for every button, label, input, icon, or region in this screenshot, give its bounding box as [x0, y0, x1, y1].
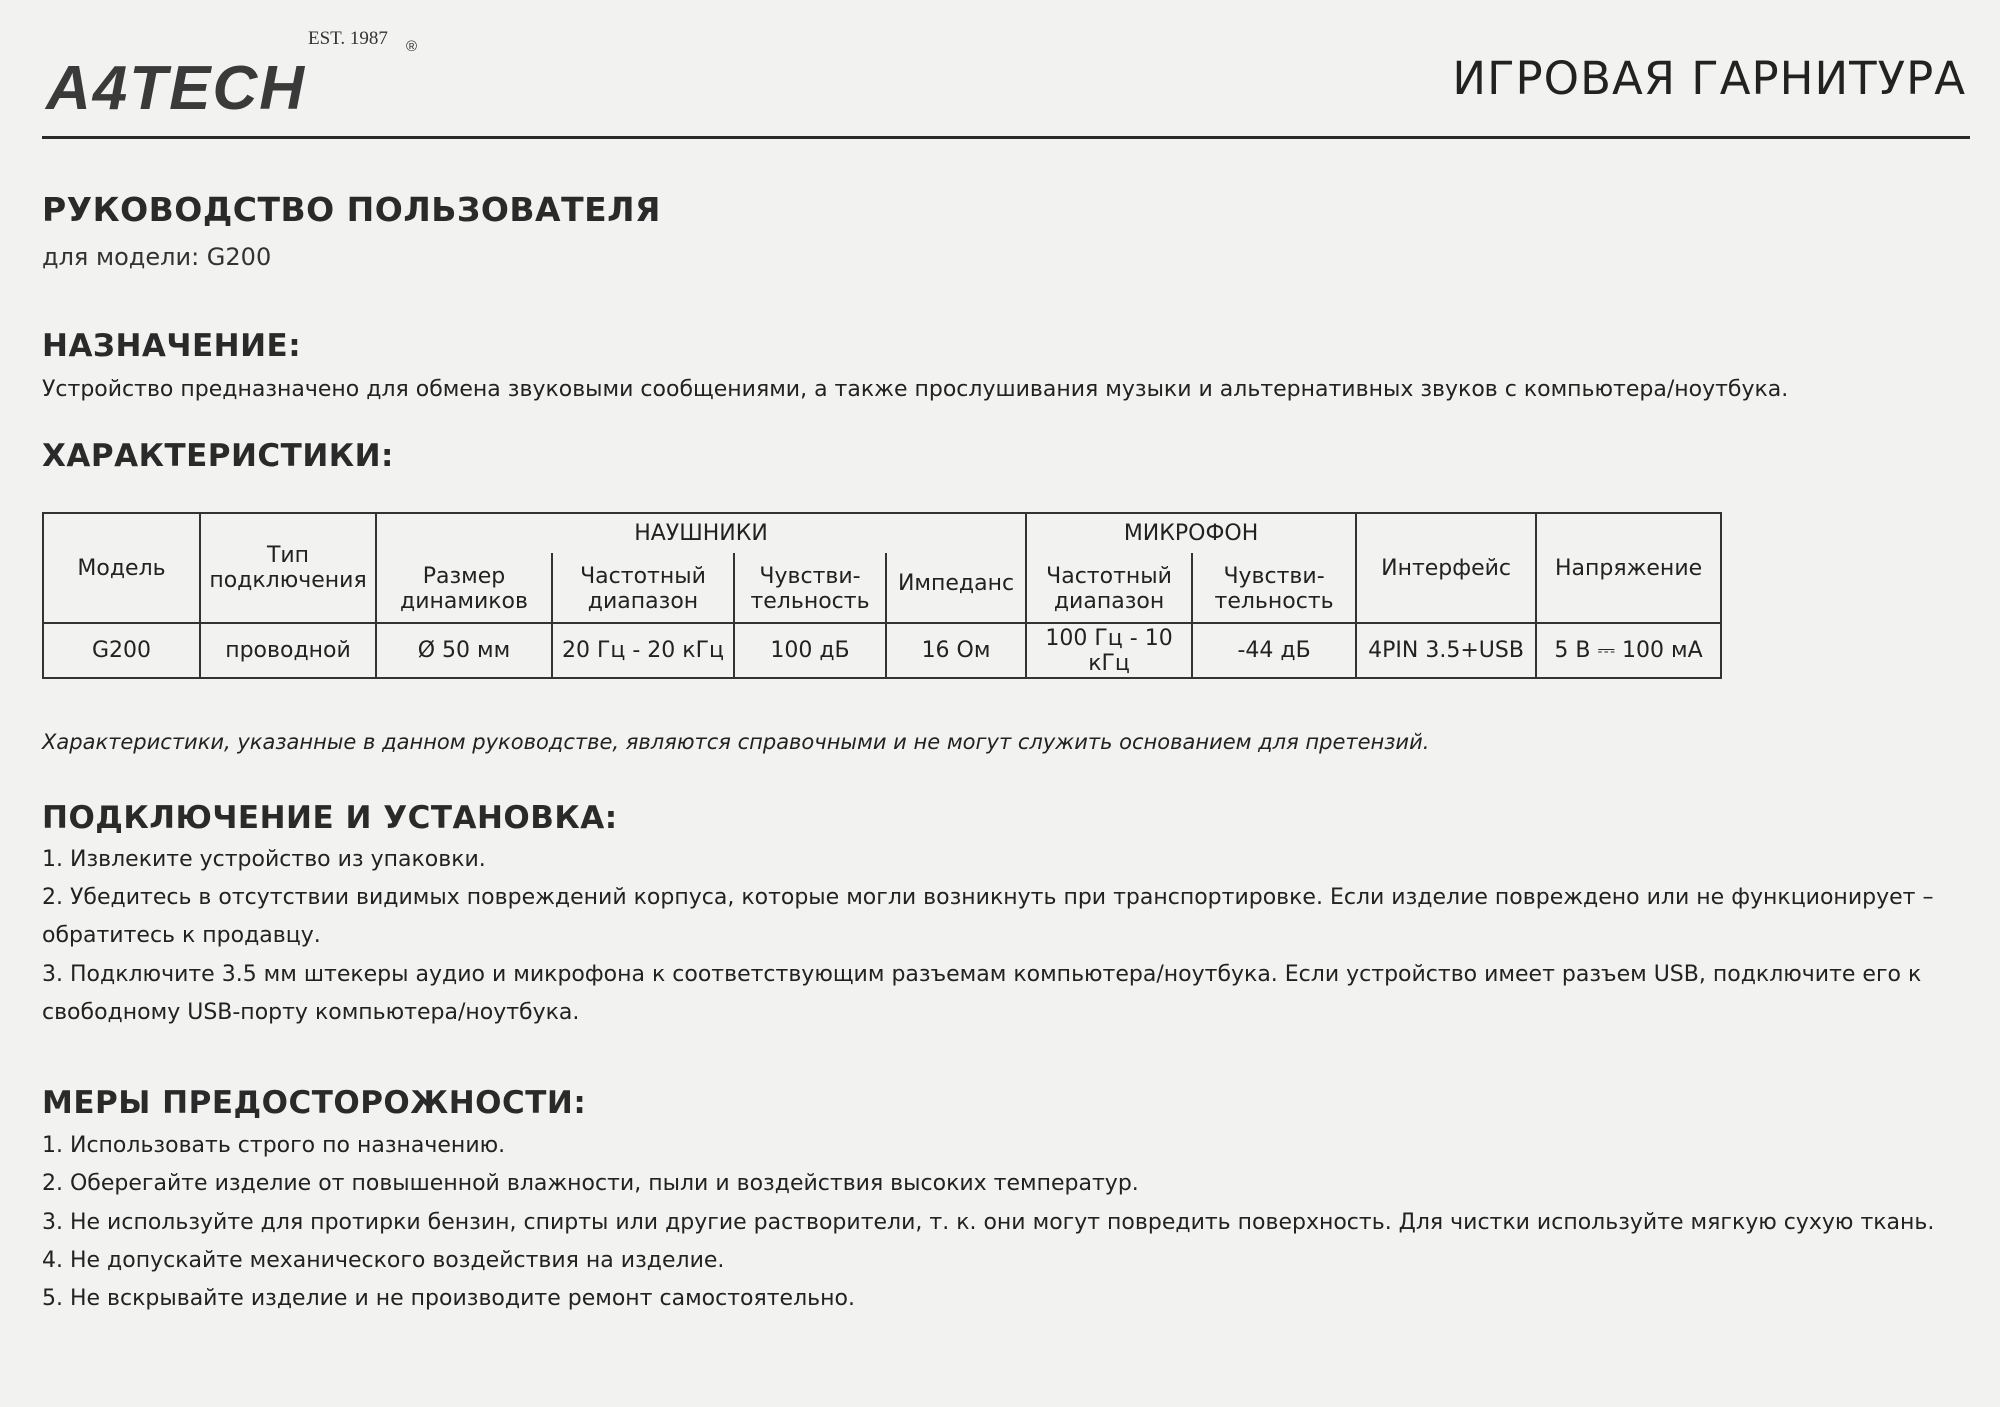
header-frequency: Частотный диапазон [552, 553, 734, 623]
header-headphones: НАУШНИКИ [376, 513, 1026, 553]
install-step: свободному USB-порту компьютера/ноутбука. [42, 1000, 580, 1025]
safety-heading: МЕРЫ ПРЕДОСТОРОЖНОСТИ: [42, 1085, 587, 1121]
logo-wordmark: A4TECH [46, 54, 307, 123]
safety-item: 3. Не используйте для протирки бензин, спирты или другие растворители, т. к. они могут повредить поверхность. Для чистки используйте мягкую сухую ткань. [42, 1210, 1935, 1235]
header-impedance: Импеданс [886, 553, 1026, 623]
header-connection-type: Тип подключения [200, 513, 376, 623]
cell-voltage: 5 В ⎓ 100 мА [1536, 623, 1721, 678]
header-sensitivity: Чувстви- тельность [734, 553, 886, 623]
cell-model: G200 [43, 623, 200, 678]
header-divider [42, 136, 1970, 139]
install-step: 3. Подключите 3.5 мм штекеры аудио и микрофона к соответствующим разъемам компьютера/ноутбука. Если устройство имеет разъем USB, подключите его к [42, 962, 1922, 987]
cell-speaker-size: Ø 50 мм [376, 623, 552, 678]
header-model: Модель [43, 513, 200, 623]
table-row [43, 623, 1721, 678]
header-interface: Интерфейс [1356, 513, 1536, 623]
header-voltage: Напряжение [1536, 513, 1721, 623]
safety-item: 4. Не допускайте механического воздействия на изделие. [42, 1248, 725, 1273]
document-title: РУКОВОДСТВО ПОЛЬЗОВАТЕЛЯ [42, 190, 661, 229]
logo-est: EST. 1987 [308, 28, 388, 49]
header-microphone: МИКРОФОН [1026, 513, 1356, 553]
install-step: 2. Убедитесь в отсутствии видимых повреждений корпуса, которые могли возникнуть при транспортировке. Если изделие повреждено или не функционирует – [42, 885, 1934, 910]
cell-interface: 4PIN 3.5+USB [1356, 623, 1536, 678]
specs-heading: ХАРАКТЕРИСТИКИ: [42, 438, 394, 474]
product-title: ИГРОВАЯ ГАРНИТУРА [1452, 52, 1966, 105]
safety-item: 2. Оберегайте изделие от повышенной влажности, пыли и воздействия высоких температур. [42, 1171, 1139, 1196]
model-line: для модели: G200 [42, 243, 272, 271]
logo-registered-mark: ® [406, 38, 418, 55]
specs-note: Характеристики, указанные в данном руководстве, являются справочными и не могут служить основанием для претензий. [42, 730, 1430, 754]
cell-impedance: 16 Ом [886, 623, 1026, 678]
header-mic-sensitivity: Чувстви- тельность [1192, 553, 1356, 623]
cell-mic-frequency: 100 Гц - 10 кГц [1026, 623, 1192, 678]
install-heading: ПОДКЛЮЧЕНИЕ И УСТАНОВКА: [42, 800, 618, 836]
header-mic-frequency: Частотный диапазон [1026, 553, 1192, 623]
cell-frequency: 20 Гц - 20 кГц [552, 623, 734, 678]
brand-logo [46, 28, 426, 123]
install-step: обратитесь к продавцу. [42, 923, 321, 948]
specs-table [42, 512, 1722, 679]
cell-sensitivity: 100 дБ [734, 623, 886, 678]
purpose-heading: НАЗНАЧЕНИЕ: [42, 328, 302, 364]
header-speaker-size: Размер динамиков [376, 553, 552, 623]
cell-mic-sensitivity: -44 дБ [1192, 623, 1356, 678]
install-step: 1. Извлеките устройство из упаковки. [42, 847, 486, 872]
purpose-text: Устройство предназначено для обмена звуковыми сообщениями, а также прослушивания музыки и альтернативных звуков с компьютера/ноутбука. [42, 377, 1789, 402]
safety-item: 5. Не вскрывайте изделие и не производите ремонт самостоятельно. [42, 1286, 855, 1311]
safety-item: 1. Использовать строго по назначению. [42, 1133, 506, 1158]
cell-connection-type: проводной [200, 623, 376, 678]
